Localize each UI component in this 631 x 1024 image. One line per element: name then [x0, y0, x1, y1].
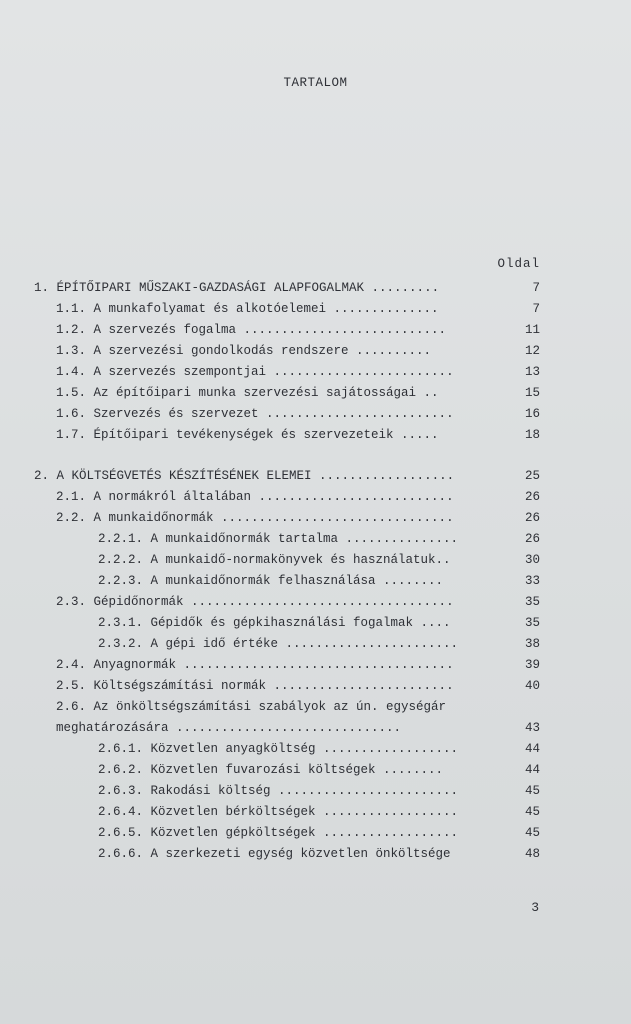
toc-entry-page: 7	[532, 281, 540, 295]
page-title: TARTALOM	[283, 76, 348, 90]
toc-entry-title: 1.4. A szervezés szempontjai ........................	[56, 365, 454, 379]
toc-entry-title: 2.6.3. Rakodási költség ........................	[98, 784, 459, 798]
toc-entry	[0, 320, 631, 341]
toc-entry-title: 2.2.1. A munkaidőnormák tartalma ...............	[98, 532, 459, 546]
toc-entry	[0, 676, 631, 697]
toc-entry-title: 2.6.2. Közvetlen fuvarozási költségek ........	[98, 763, 444, 777]
toc-entry-page: 7	[532, 302, 540, 316]
toc-entry-title: 2.6.5. Közvetlen gépköltségek ..................	[98, 826, 459, 840]
toc-entry-page: 11	[524, 323, 540, 337]
toc-entry-title: 2.6.6. A szerkezeti egység közvetlen önköltsége	[98, 847, 451, 861]
toc-entry-page: 26	[524, 490, 540, 504]
toc-entry-page: 44	[524, 742, 540, 756]
toc-entry-title: 2.6.1. Közvetlen anyagköltség ..................	[98, 742, 459, 756]
toc-entry	[0, 697, 631, 718]
toc-entry-title: 2.6. Az önköltségszámítási szabályok az ún. egységár	[56, 700, 447, 714]
toc-entry-page: 35	[524, 595, 540, 609]
toc-entry-title: 1. ÉPÍTŐIPARI MŰSZAKI-GAZDASÁGI ALAPFOGALMAK .........	[34, 281, 440, 295]
toc-entry	[0, 362, 631, 383]
page-number: 3	[531, 900, 539, 915]
toc-entry-page: 44	[524, 763, 540, 777]
toc-entry	[0, 550, 631, 571]
toc-entry-title: 1.6. Szervezés és szervezet .........................	[56, 407, 454, 421]
toc-entry-title: 2. A KÖLTSÉGVETÉS KÉSZÍTÉSÉNEK ELEMEI ..................	[34, 469, 455, 483]
toc-entry	[0, 592, 631, 613]
toc-entry-page: 25	[524, 469, 540, 483]
table-of-contents	[0, 278, 631, 865]
toc-entry-title: 1.2. A szervezés fogalma ...........................	[56, 323, 447, 337]
toc-entry-title: meghatározására ..............................	[56, 721, 402, 735]
toc-entry-page: 15	[524, 386, 540, 400]
toc-entry-page: 30	[524, 553, 540, 567]
toc-entry	[0, 781, 631, 802]
toc-entry-page: 12	[524, 344, 540, 358]
toc-entry	[0, 655, 631, 676]
toc-entry-page: 33	[524, 574, 540, 588]
toc-entry	[0, 425, 631, 446]
toc-entry-page: 45	[524, 784, 540, 798]
toc-entry	[0, 466, 631, 487]
toc-entry-page: 45	[524, 826, 540, 840]
toc-entry	[0, 760, 631, 781]
toc-entry-title: 2.3. Gépidőnormák ...................................	[56, 595, 454, 609]
toc-entry-page: 45	[524, 805, 540, 819]
toc-entry	[0, 802, 631, 823]
toc-entry	[0, 718, 631, 739]
toc-entry	[0, 844, 631, 865]
toc-entry-title: 1.7. Építőipari tevékenységek és szervezeteik .....	[56, 428, 439, 442]
toc-entry	[0, 487, 631, 508]
toc-entry-page: 38	[524, 637, 540, 651]
toc-entry-title: 2.3.2. A gépi idő értéke .......................	[98, 637, 459, 651]
toc-entry-page: 40	[524, 679, 540, 693]
toc-entry-title: 2.2.3. A munkaidőnormák felhasználása ........	[98, 574, 444, 588]
toc-entry-title: 1.5. Az építőipari munka szervezési sajátosságai ..	[56, 386, 439, 400]
toc-entry-page: 39	[524, 658, 540, 672]
toc-entry	[0, 823, 631, 844]
toc-entry-title: 1.1. A munkafolyamat és alkotóelemei ..............	[56, 302, 439, 316]
toc-entry-title: 2.2. A munkaidőnormák ...............................	[56, 511, 454, 525]
toc-entry-page: 48	[524, 847, 540, 861]
toc-entry-title: 2.2.2. A munkaidő-normakönyvek és használatuk..	[98, 553, 451, 567]
toc-entry-title: 2.4. Anyagnormák ....................................	[56, 658, 454, 672]
toc-entry	[0, 634, 631, 655]
page-column-header: Oldal	[497, 257, 540, 271]
toc-entry	[0, 508, 631, 529]
toc-entry-page: 18	[524, 428, 540, 442]
toc-entry-title: 2.6.4. Közvetlen bérköltségek ..................	[98, 805, 459, 819]
toc-entry	[0, 529, 631, 550]
toc-entry-page: 35	[524, 616, 540, 630]
toc-entry-title: 1.3. A szervezési gondolkodás rendszere ..........	[56, 344, 432, 358]
toc-entry	[0, 299, 631, 320]
toc-entry-page: 43	[524, 721, 540, 735]
toc-entry	[0, 383, 631, 404]
toc-entry	[0, 404, 631, 425]
toc-entry-page: 26	[524, 532, 540, 546]
toc-entry-title: 2.5. Költségszámítási normák ........................	[56, 679, 454, 693]
toc-entry-page: 13	[524, 365, 540, 379]
toc-entry-page: 16	[524, 407, 540, 421]
toc-entry	[0, 739, 631, 760]
toc-entry	[0, 341, 631, 362]
toc-entry	[0, 278, 631, 299]
toc-entry-title: 2.1. A normákról általában ..........................	[56, 490, 454, 504]
toc-entry	[0, 571, 631, 592]
toc-entry	[0, 613, 631, 634]
toc-entry-page: 26	[524, 511, 540, 525]
toc-entry-title: 2.3.1. Gépidők és gépkihasználási fogalmak ....	[98, 616, 451, 630]
